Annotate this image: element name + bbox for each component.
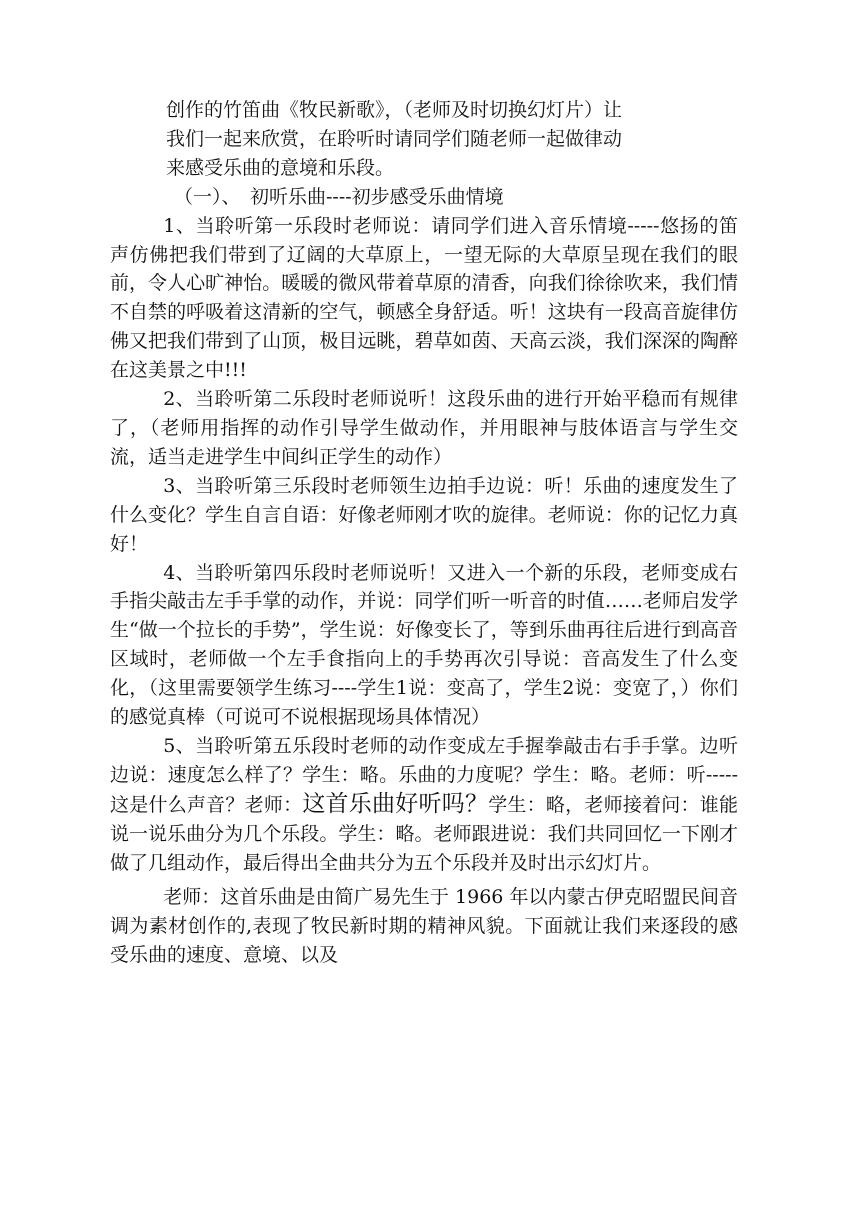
- item5-text-part1: 5、当聆听第五乐段时老师的动作变成左手握拳敲击右手手掌。边听边说：速度怎么样了？学生：略。乐曲的力度呢？学生：略。老师：听-----这是什么声音？老师：: [110, 734, 738, 816]
- closing-paragraph: 老师：这首乐曲是由简广易先生于 1966 年以内蒙古伊克昭盟民间音调为素材创作的,表现了牧民新时期的精神风貌。下面就让我们来逐段的感受乐曲的速度、意境、以及: [110, 886, 738, 967]
- item5-text-part2: 学生：略，老师接着问：谁能说一说乐曲分为几个乐段。学生：略。老师跟进说：我们共同回忆一下刚才做了几组动作，最后得出全曲共分为五个乐段并及时出示幻灯片。: [110, 793, 738, 874]
- document-body: [110, 96, 738, 970]
- intro-line: 来感受乐曲的意境和乐段。: [166, 156, 395, 179]
- intro-line: 我们一起来欣赏，在聆听时请同学们随老师一起做律动: [166, 127, 623, 150]
- intro-line: 创作的竹笛曲《牧民新歌》，（老师及时切换幻灯片）让: [166, 99, 623, 121]
- paragraph-item-1: 1、当聆听第一乐段时老师说：请同学们进入音乐情境-----悠扬的笛声仿佛把我们带到了辽阔的大草原上，一望无际的大草原呈现在我们的眼前，令人心旷神怡。暖暖的微风带着草原的清香，向我们徐徐吹来，我们情不自禁的呼吸着这清新的空气，顿感全身舒适。听！这块有一段高音旋律仿佛又把我们带到了山顶，极目远眺，碧草如茵、天高云淡，我们深深的陶醉在这美景之中!!!: [110, 214, 738, 382]
- paragraph-item-5: [110, 732, 738, 878]
- paragraph-item-3: 3、当聆听第三乐段时老师领生边拍手边说：听！乐曲的速度发生了什么变化？学生自言自语：好像老师刚才吹的旋律。老师说：你的记忆力真好！: [110, 474, 738, 555]
- section-heading: （一）、 初听乐曲----初步感受乐曲情境: [174, 185, 504, 208]
- paragraph-item-2: 2、当聆听第二乐段时老师说听！这段乐曲的进行开始平稳而有规律了，（老师用指挥的动作引导学生做动作，并用眼神与肢体语言与学生交流，适当走进学生中间纠正学生的动作）: [110, 388, 738, 468]
- item5-emphasis-text: 这首乐曲好听吗？: [302, 790, 489, 817]
- paragraph-item-4: 4、当聆听第四乐段时老师说听！又进入一个新的乐段，老师变成右手指尖敲击左手手掌的动作，并说：同学们听一听音的时值……老师启发学生“做一个拉长的手势”，学生说：好像变长了，等到乐曲再往后进行到高音区域时，老师做一个左手食指向上的手势再次引导说：音高发生了什么变化，（这里需要领学生练习----学生1说：变高了，学生2说：变宽了，）你们的感觉真棒（可说可不说根据现场具体情况）: [110, 561, 738, 729]
